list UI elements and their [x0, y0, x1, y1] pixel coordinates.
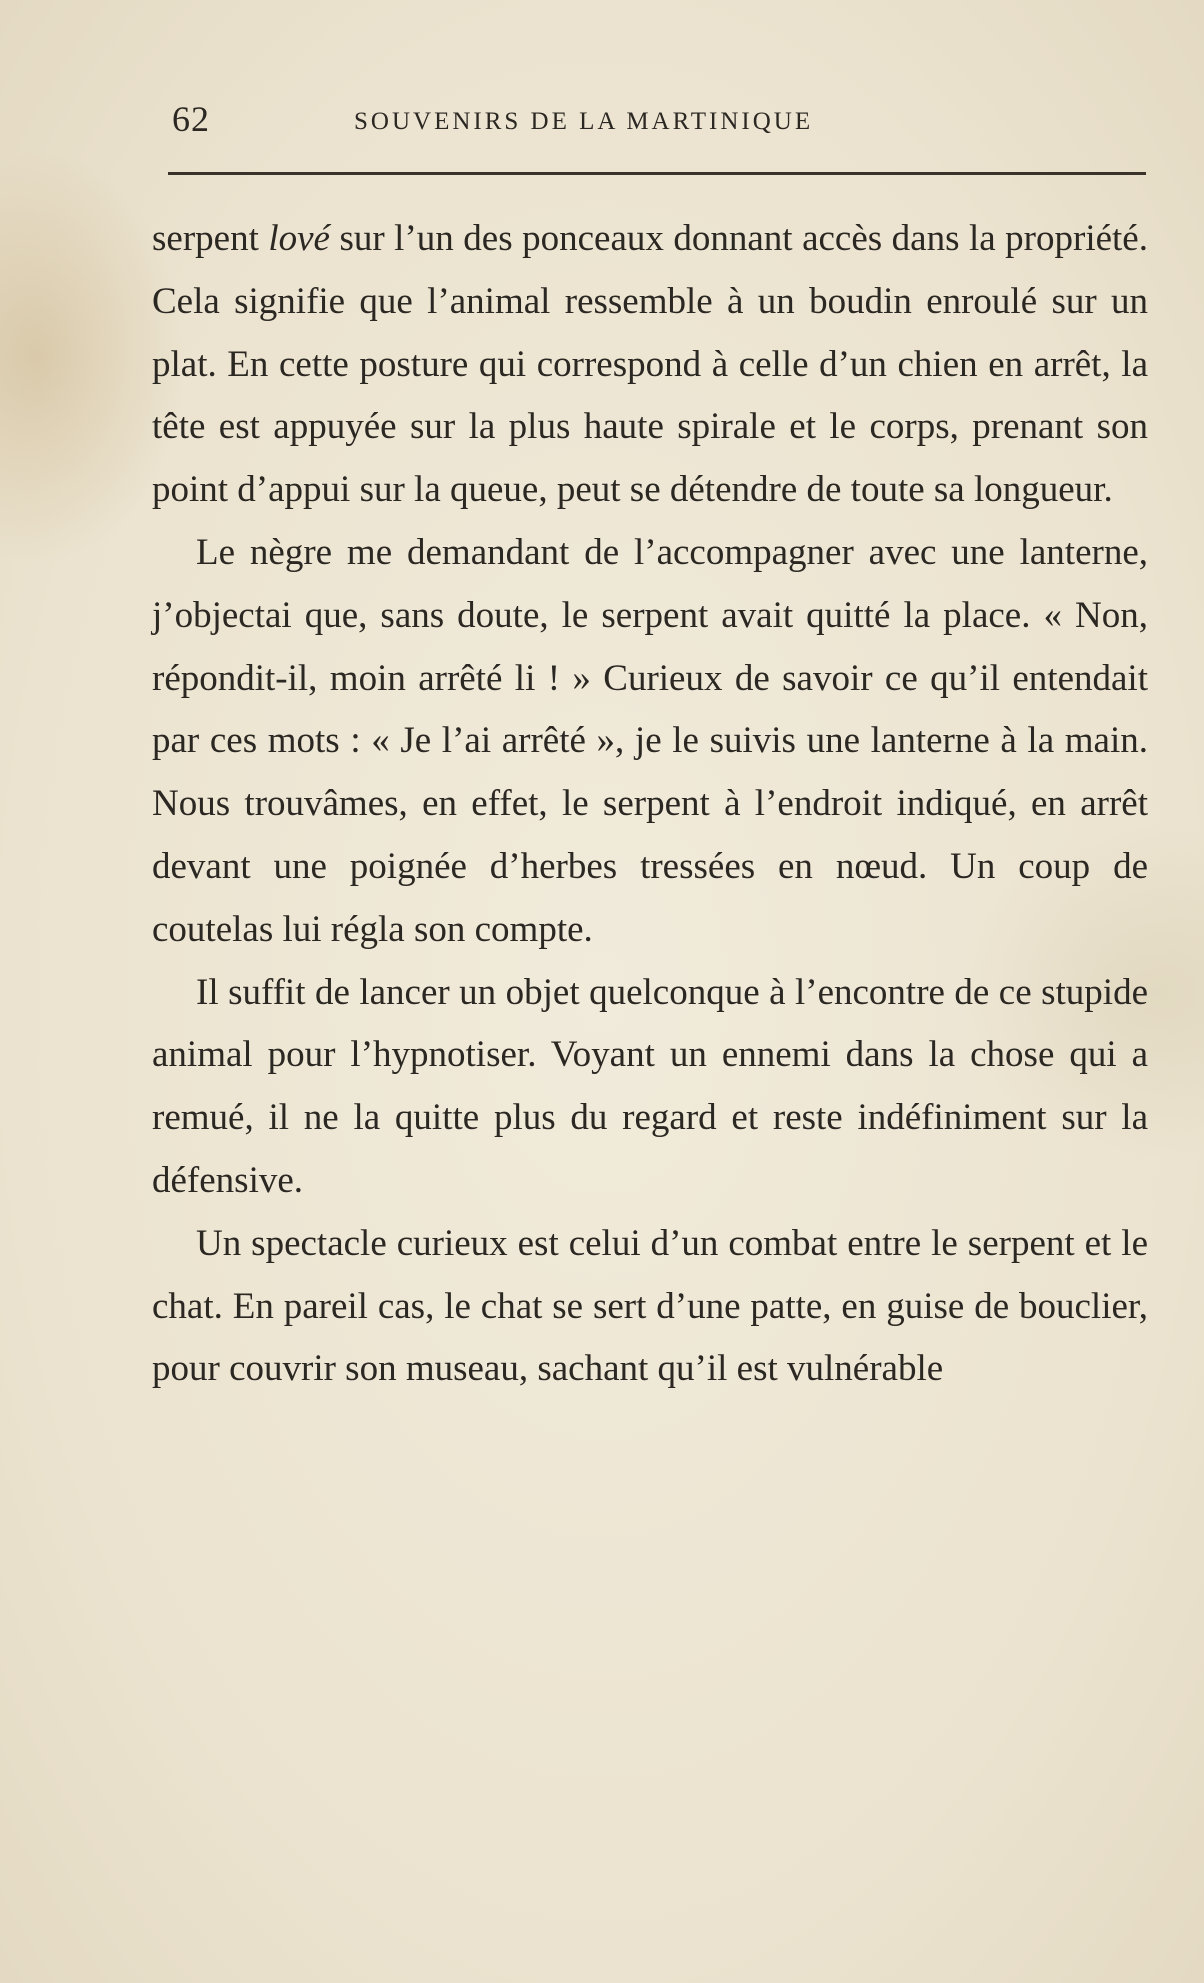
- paragraph-1-italic-word: lové: [268, 218, 330, 259]
- paragraph-2: Le nègre me demandant de l’accompagner avec une lanterne, j’objectai que, sans doute, le serpent avait quitté la place. « Non, répondit-il, moin arrêté li ! » Curieux de savoir ce qu’il entendait par ces mots : « Je l’ai arrêté », je le suivis une lanterne à la main. Nous trouvâmes, en effet, le serpent à l’endroit indiqué, en arrêt devant une poignée d’herbes tressées en nœud. Un coup de coutelas lui régla son compte.: [152, 531, 1148, 950]
- body-text: [152, 208, 1148, 1401]
- paragraph-1: [152, 208, 1148, 522]
- running-head: [172, 98, 1144, 148]
- paragraph-1-rest: sur l’un des ponceaux donnant accès dans la propriété. Cela signifie que l’animal ressemble à un boudin enroulé sur un plat. En cette posture qui correspond à celle d’un chien en arrêt, la tête est appuyée sur la plus haute spirale et le corps, prenant son point d’appui sur la queue, peut se détendre de toute sa longueur.: [152, 218, 1148, 511]
- paragraph-4: Un spectacle curieux est celui d’un combat entre le serpent et le chat. En pareil cas, le chat se sert d’une patte, en guise de bouclier, pour couvrir son museau, sachant qu’il est vulnérable: [152, 1222, 1148, 1390]
- page-number: 62: [172, 99, 210, 139]
- paragraph-3: Il suffit de lancer un objet quelconque à l’encontre de ce stupide animal pour l’hypnotiser. Voyant un ennemi dans la chose qui a remué, il ne la quitte plus du regard et reste indéfiniment sur la défensive.: [152, 971, 1148, 1201]
- running-title: SOUVENIRS DE LA MARTINIQUE: [354, 108, 814, 135]
- paragraph-1-lead: serpent: [152, 218, 269, 259]
- header-rule: [168, 172, 1146, 175]
